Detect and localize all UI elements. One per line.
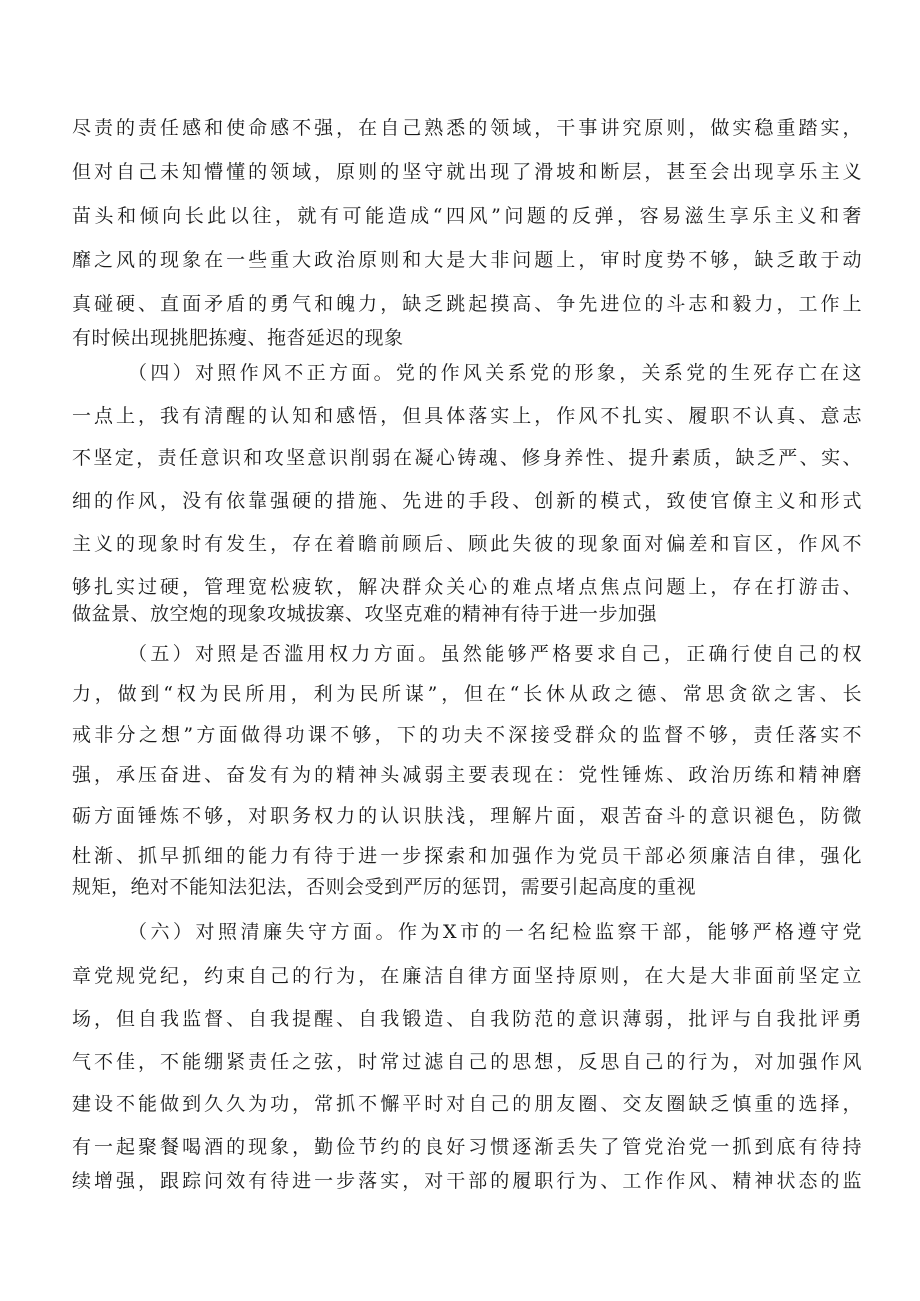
text-line: 尽责的责任感和使命感不强，在自己熟悉的领域，干事讲究原则，做实稳重踏实， — [72, 117, 862, 139]
text-line: 一点上，我有清醒的认知和感悟，但具体落实上，作风不扎实、履职不认真、意志 — [72, 405, 862, 427]
text-line: 有一起聚餐喝酒的现象，勤俭节约的良好习惯逐渐丢失了管党治党一抓到底有待持 — [72, 1136, 862, 1158]
text-line: 不坚定，责任意识和攻坚意识削弱在凝心铸魂、修身养性、提升素质，缺乏严、实、 — [72, 447, 862, 469]
text-line: 力，做到“权为民所用，利为民所谋”，但在“长休从政之德、常思贪欲之害、长 — [72, 683, 862, 705]
text-line: 主义的现象时有发生，存在着瞻前顾后、顾此失彼的现象面对偏差和盲区，作风不 — [72, 533, 862, 555]
text-line: 细的作风，没有依靠强硬的措施、先进的手段、创新的模式，致使官僚主义和形式 — [72, 490, 862, 512]
paragraph-heading-line: （四）对照作风不正方面。党的作风关系党的形象，关系党的生死存亡在这 — [128, 362, 862, 384]
text-line: 场，但自我监督、自我提醒、自我锻造、自我防范的意识薄弱，批评与自我批评勇 — [72, 1008, 862, 1030]
text-line: 真碰硬、直面矛盾的勇气和魄力，缺乏跳起摸高、争先进位的斗志和毅力，工作上 — [72, 293, 862, 315]
text-line: 强，承压奋进、奋发有为的精神头减弱主要表现在：党性锤炼、政治历练和精神磨 — [72, 764, 862, 786]
paragraph-heading-line: （五）对照是否滥用权力方面。虽然能够严格要求自己，正确行使自己的权 — [128, 643, 862, 665]
text-line: 戒非分之想”方面做得功课不够，下的功夫不深接受群众的监督不够，责任落实不 — [72, 724, 862, 746]
text-line: 续增强，跟踪问效有待进一步落实，对干部的履职行为、工作作风、精神状态的监 — [72, 1170, 862, 1192]
text-line: 建设不能做到久久为功，常抓不懈平时对自己的朋友圈、交友圈缺乏慎重的选择， — [72, 1093, 862, 1115]
text-line: 靡之风的现象在一些重大政治原则和大是大非问题上，审时度势不够，缺乏敢于动 — [72, 249, 862, 271]
paragraph-heading-line: （六）对照清廉失守方面。作为X市的一名纪检监察干部，能够严格遵守党 — [128, 921, 862, 943]
text-line: 规矩，绝对不能知法犯法，否则会受到严厉的惩罚，需要引起高度的重视 — [72, 876, 697, 898]
text-line: 苗头和倾向长此以往，就有可能造成“四风”问题的反弹，容易滋生享乐主义和奢 — [72, 205, 862, 227]
text-line: 杜渐、抓早抓细的能力有待于进一步探索和加强作为党员干部必须廉洁自律，强化 — [72, 845, 862, 867]
text-line: 砺方面锤炼不够，对职务权力的认识肤浅，理解片面，艰苦奋斗的意识褪色，防微 — [72, 805, 862, 827]
text-line: 够扎实过硬，管理宽松疲软，解决群众关心的难点堵点焦点问题上，存在打游击、 — [72, 576, 862, 598]
text-line: 但对自己未知懵懂的领域，原则的坚守就出现了滑坡和断层，甚至会出现享乐主义 — [72, 161, 862, 183]
text-line: 气不佳，不能绷紧责任之弦，时常过滤自己的思想，反思自己的行为，对加强作风 — [72, 1051, 862, 1073]
text-line: 做盆景、放空炮的现象攻城拔寨、攻坚克难的精神有待于进一步加强 — [72, 603, 658, 625]
text-line: 有时候出现挑肥拣瘦、拖沓延迟的现象 — [72, 327, 404, 349]
text-line: 章党规党纪，约束自己的行为，在廉洁自律方面坚持原则，在大是大非面前坚定立 — [72, 965, 862, 987]
